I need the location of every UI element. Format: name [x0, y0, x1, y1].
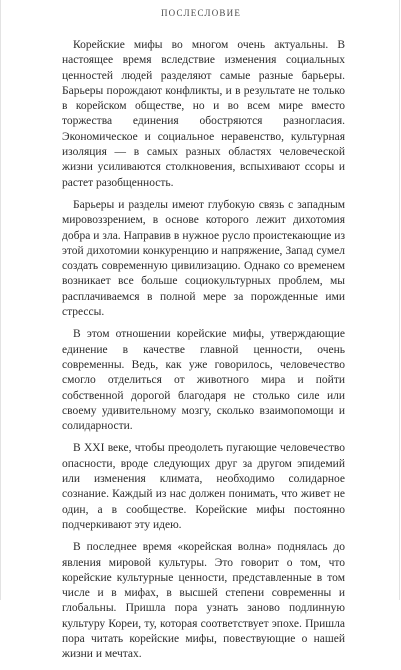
body-text: [62, 38, 345, 670]
paragraph: В последнее время «корейская волна» поднялась до явления мировой культуры. Это говорит о том, что корейские культурные ценности, представленные в том числе и в мифах, в высшей степени современны и глобальны. Пришла пора узнать заново подлинную культуру Кореи, ту, которая соответствует эпохе. Пришла пора читать корейские мифы, повествующие о нашей жизни и мечтах.: [62, 541, 345, 661]
paragraph: В этом отношении корейские мифы, утверждающие единение в качестве главной ценности, очень современны. Ведь, как уже говорилось, человечество смогло отделиться от животного мира и пойти собственной дорогой благодаря не столько силе или своему удивительному мозгу, сколько взаимопомощи и солидарности.: [62, 328, 345, 433]
paragraph: Корейские мифы во многом очень актуальны. В настоящее время вследствие изменения социальных ценностей людей разделяют самые разные барьеры. Барьеры порождают конфликты, и в результате не только в корейском обществе, но и во всем мире вместо торжества единения обостряются разногласия. Экономическое и социальное неравенство, культурная изоляция — в самых разных областях человеческой жизни усиливаются столкновения, вспыхивают ссоры и растет разобщенность.: [62, 39, 345, 189]
running-head: ПОСЛЕСЛОВИЕ: [160, 8, 242, 18]
paragraph: В XXI веке, чтобы преодолеть пугающие человечество опасности, вроде следующих друг за другом эпидемий или изменения климата, необходимо солидарное сознание. Каждый из нас должен понимать, что живет не один, а в сообществе. Корейские мифы постоянно подчеркивают эту идею.: [62, 442, 345, 531]
paragraph: Барьеры и разделы имеют глубокую связь с западным мировоззрением, в основе которого лежит дихотомия добра и зла. Направив в нужное русло проистекающие из этой дихотомии конкуренцию и напряжение, Запад сумел создать современную цивилизацию. Однако со временем возникает все больше социокультурных проблем, мы расплачиваемся в полной мере за порожденные ими стрессы.: [62, 198, 345, 319]
